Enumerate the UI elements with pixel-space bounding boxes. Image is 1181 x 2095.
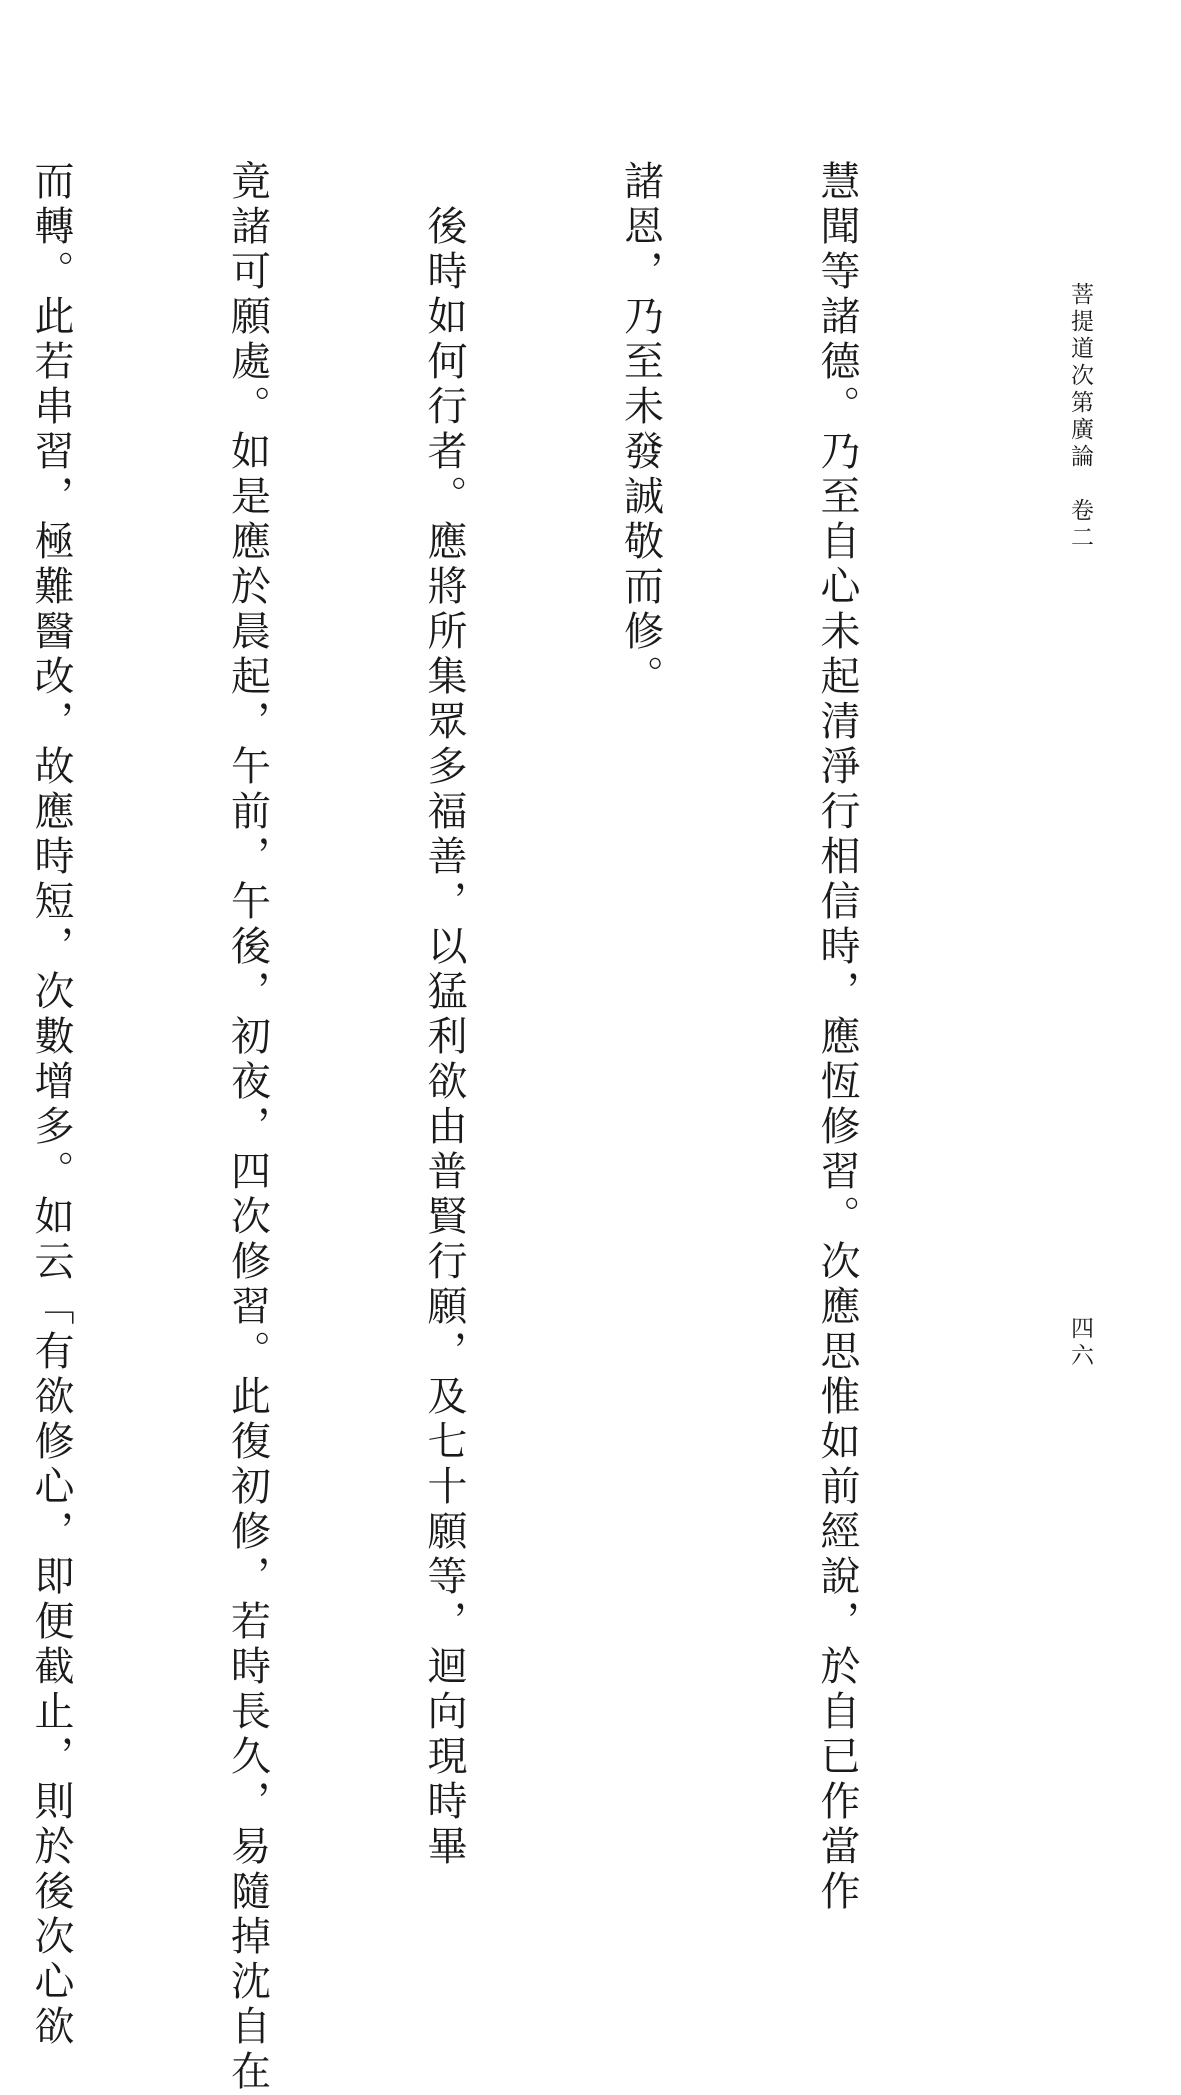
running-header: 菩提道次第廣論 卷二	[1067, 282, 1093, 552]
text-line: 慧聞等諸德。乃至自心未起清淨行相信時，應恆修習。次應思惟如前經說，於自已作當作	[814, 160, 860, 1915]
page-number: 四六	[1067, 1316, 1093, 1370]
body-text	[28, 160, 1000, 2095]
text-line: 後時如何行者。應將所集眾多福善，以猛利欲由普賢行願，及七十願等，迴向現時畢	[421, 160, 467, 1870]
text-line: 諸恩，乃至未發誠敬而修。	[617, 160, 664, 700]
text-line: 竟諸可願處。如是應於晨起，午前，午後，初夜，四次修習。此復初修，若時長久，易隨掉沈自在	[224, 160, 271, 2095]
text-line: 而轉。此若串習，極難醫改，故應時短，次數增多。如云「有欲修心，即便截止，則於後次心欲	[28, 160, 74, 2050]
